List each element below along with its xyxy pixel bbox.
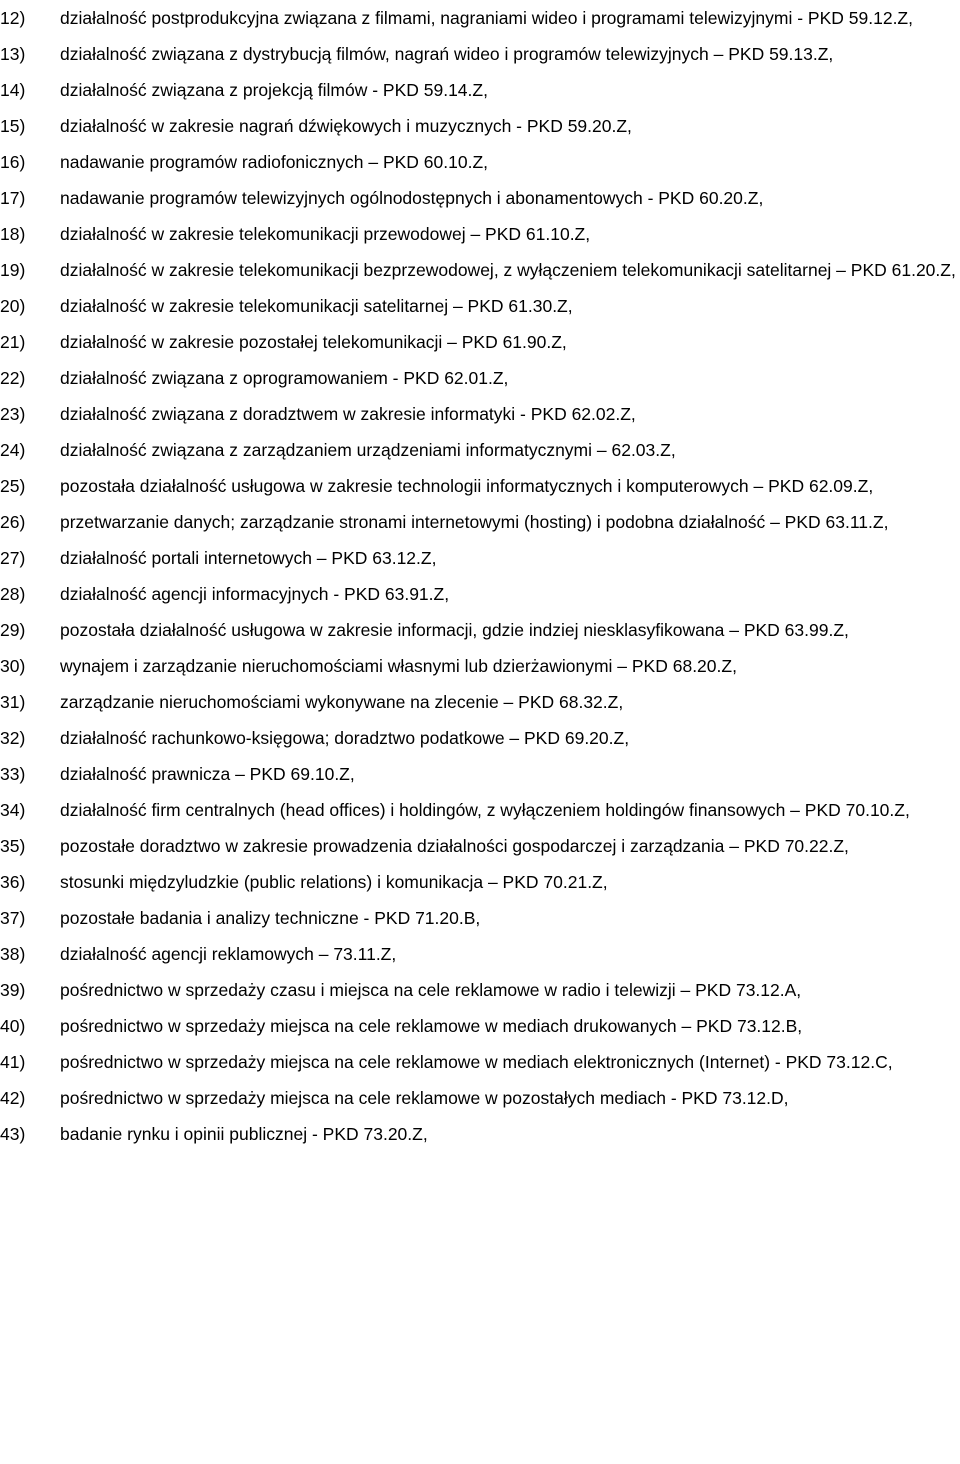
list-item — [0, 900, 960, 936]
item-text: pozostała działalność usługowa w zakresie technologii informatycznych i komputerowych – PKD 62.09.Z, — [60, 476, 874, 496]
item-text: działalność w zakresie pozostałej telekomunikacji – PKD 61.90.Z, — [60, 332, 567, 352]
list-item — [0, 792, 960, 828]
item-number: 37) — [0, 908, 26, 928]
item-text: pośrednictwo w sprzedaży miejsca na cele reklamowe w mediach drukowanych – PKD 73.12.B, — [60, 1016, 803, 1036]
list-item — [0, 108, 960, 144]
item-text: pośrednictwo w sprzedaży czasu i miejsca na cele reklamowe w radio i telewizji – PKD 73.12.A, — [60, 980, 802, 1000]
item-number: 12) — [0, 8, 26, 28]
list-item — [0, 864, 960, 900]
list-item — [0, 0, 960, 36]
item-text: nadawanie programów telewizyjnych ogólnodostępnych i abonamentowych - PKD 60.20.Z, — [60, 188, 764, 208]
item-text: działalność w zakresie telekomunikacji bezprzewodowej, z wyłączeniem telekomunikacji satelitarnej – PKD 61.20.Z, — [60, 260, 956, 280]
item-number: 31) — [0, 692, 26, 712]
item-text: działalność w zakresie telekomunikacji przewodowej – PKD 61.10.Z, — [60, 224, 591, 244]
item-text: działalność związana z projekcją filmów - PKD 59.14.Z, — [60, 80, 488, 100]
item-number: 17) — [0, 188, 26, 208]
item-text: pozostała działalność usługowa w zakresie informacji, gdzie indziej niesklasyfikowana – PKD 63.99.Z, — [60, 620, 849, 640]
item-text: pośrednictwo w sprzedaży miejsca na cele reklamowe w mediach elektronicznych (Internet) - PKD 73.12.C, — [60, 1052, 893, 1072]
item-number: 23) — [0, 404, 26, 424]
item-text: badanie rynku i opinii publicznej - PKD 73.20.Z, — [60, 1124, 428, 1144]
item-number: 32) — [0, 728, 26, 748]
item-text: zarządzanie nieruchomościami wykonywane na zlecenie – PKD 68.32.Z, — [60, 692, 624, 712]
list-item — [0, 468, 960, 504]
item-number: 26) — [0, 512, 26, 532]
list-item — [0, 180, 960, 216]
item-number: 20) — [0, 296, 26, 316]
item-text: działalność związana z dystrybucją filmów, nagrań wideo i programów telewizyjnych – PKD 59.13.Z, — [60, 44, 834, 64]
item-text: działalność związana z oprogramowaniem - PKD 62.01.Z, — [60, 368, 509, 388]
item-text: działalność postprodukcyjna związana z filmami, nagraniami wideo i programami telewizyjnymi - PKD 59.12.Z, — [60, 8, 913, 28]
list-item — [0, 36, 960, 72]
list-item — [0, 1044, 960, 1080]
list-item — [0, 1116, 960, 1152]
item-text: działalność związana z zarządzaniem urządzeniami informatycznymi – 62.03.Z, — [60, 440, 676, 460]
item-text: pośrednictwo w sprzedaży miejsca na cele reklamowe w pozostałych mediach - PKD 73.12.D, — [60, 1088, 789, 1108]
item-text: nadawanie programów radiofonicznych – PKD 60.10.Z, — [60, 152, 489, 172]
item-number: 36) — [0, 872, 26, 892]
item-number: 33) — [0, 764, 26, 784]
list-item — [0, 828, 960, 864]
list-item — [0, 396, 960, 432]
item-number: 34) — [0, 800, 26, 820]
item-number: 42) — [0, 1088, 26, 1108]
item-number: 18) — [0, 224, 26, 244]
item-text: działalność agencji informacyjnych - PKD 63.91.Z, — [60, 584, 450, 604]
list-item — [0, 216, 960, 252]
item-number: 41) — [0, 1052, 26, 1072]
list-item — [0, 144, 960, 180]
list-item — [0, 324, 960, 360]
item-number: 15) — [0, 116, 26, 136]
list-item — [0, 684, 960, 720]
item-number: 28) — [0, 584, 26, 604]
item-number: 24) — [0, 440, 26, 460]
item-text: działalność w zakresie nagrań dźwiękowych i muzycznych - PKD 59.20.Z, — [60, 116, 632, 136]
item-number: 25) — [0, 476, 26, 496]
item-number: 16) — [0, 152, 26, 172]
list-item — [0, 972, 960, 1008]
item-number: 29) — [0, 620, 26, 640]
list-item — [0, 648, 960, 684]
list-item — [0, 936, 960, 972]
item-number: 38) — [0, 944, 26, 964]
item-number: 21) — [0, 332, 26, 352]
list-item — [0, 540, 960, 576]
item-number: 30) — [0, 656, 26, 676]
list-item — [0, 504, 960, 540]
list-item — [0, 432, 960, 468]
item-number: 13) — [0, 44, 26, 64]
list-item — [0, 288, 960, 324]
list-item — [0, 72, 960, 108]
item-text: działalność firm centralnych (head offices) i holdingów, z wyłączeniem holdingów finansowych – PKD 70.10.Z, — [60, 800, 910, 820]
item-number: 35) — [0, 836, 26, 856]
item-text: przetwarzanie danych; zarządzanie stronami internetowymi (hosting) i podobna działalność – PKD 63.11.Z, — [60, 512, 889, 532]
list-item — [0, 612, 960, 648]
list-item — [0, 360, 960, 396]
list-item — [0, 1008, 960, 1044]
item-text: działalność agencji reklamowych – 73.11.Z, — [60, 944, 397, 964]
item-text: działalność rachunkowo-księgowa; doradztwo podatkowe – PKD 69.20.Z, — [60, 728, 630, 748]
item-text: działalność portali internetowych – PKD 63.12.Z, — [60, 548, 437, 568]
item-text: działalność związana z doradztwem w zakresie informatyki - PKD 62.02.Z, — [60, 404, 636, 424]
item-text: wynajem i zarządzanie nieruchomościami własnymi lub dzierżawionymi – PKD 68.20.Z, — [60, 656, 737, 676]
item-number: 43) — [0, 1124, 26, 1144]
item-text: pozostałe badania i analizy techniczne - PKD 71.20.B, — [60, 908, 481, 928]
item-text: działalność w zakresie telekomunikacji satelitarnej – PKD 61.30.Z, — [60, 296, 573, 316]
list-item — [0, 252, 960, 288]
item-text: stosunki międzyludzkie (public relations) i komunikacja – PKD 70.21.Z, — [60, 872, 608, 892]
item-number: 19) — [0, 260, 26, 280]
item-number: 40) — [0, 1016, 26, 1036]
item-text: działalność prawnicza – PKD 69.10.Z, — [60, 764, 355, 784]
item-number: 14) — [0, 80, 26, 100]
list-item — [0, 720, 960, 756]
list-item — [0, 1080, 960, 1116]
list-item — [0, 576, 960, 612]
item-number: 39) — [0, 980, 26, 1000]
item-number: 22) — [0, 368, 26, 388]
item-text: pozostałe doradztwo w zakresie prowadzenia działalności gospodarczej i zarządzania – PKD 70.22.Z, — [60, 836, 849, 856]
list-item — [0, 756, 960, 792]
item-number: 27) — [0, 548, 26, 568]
